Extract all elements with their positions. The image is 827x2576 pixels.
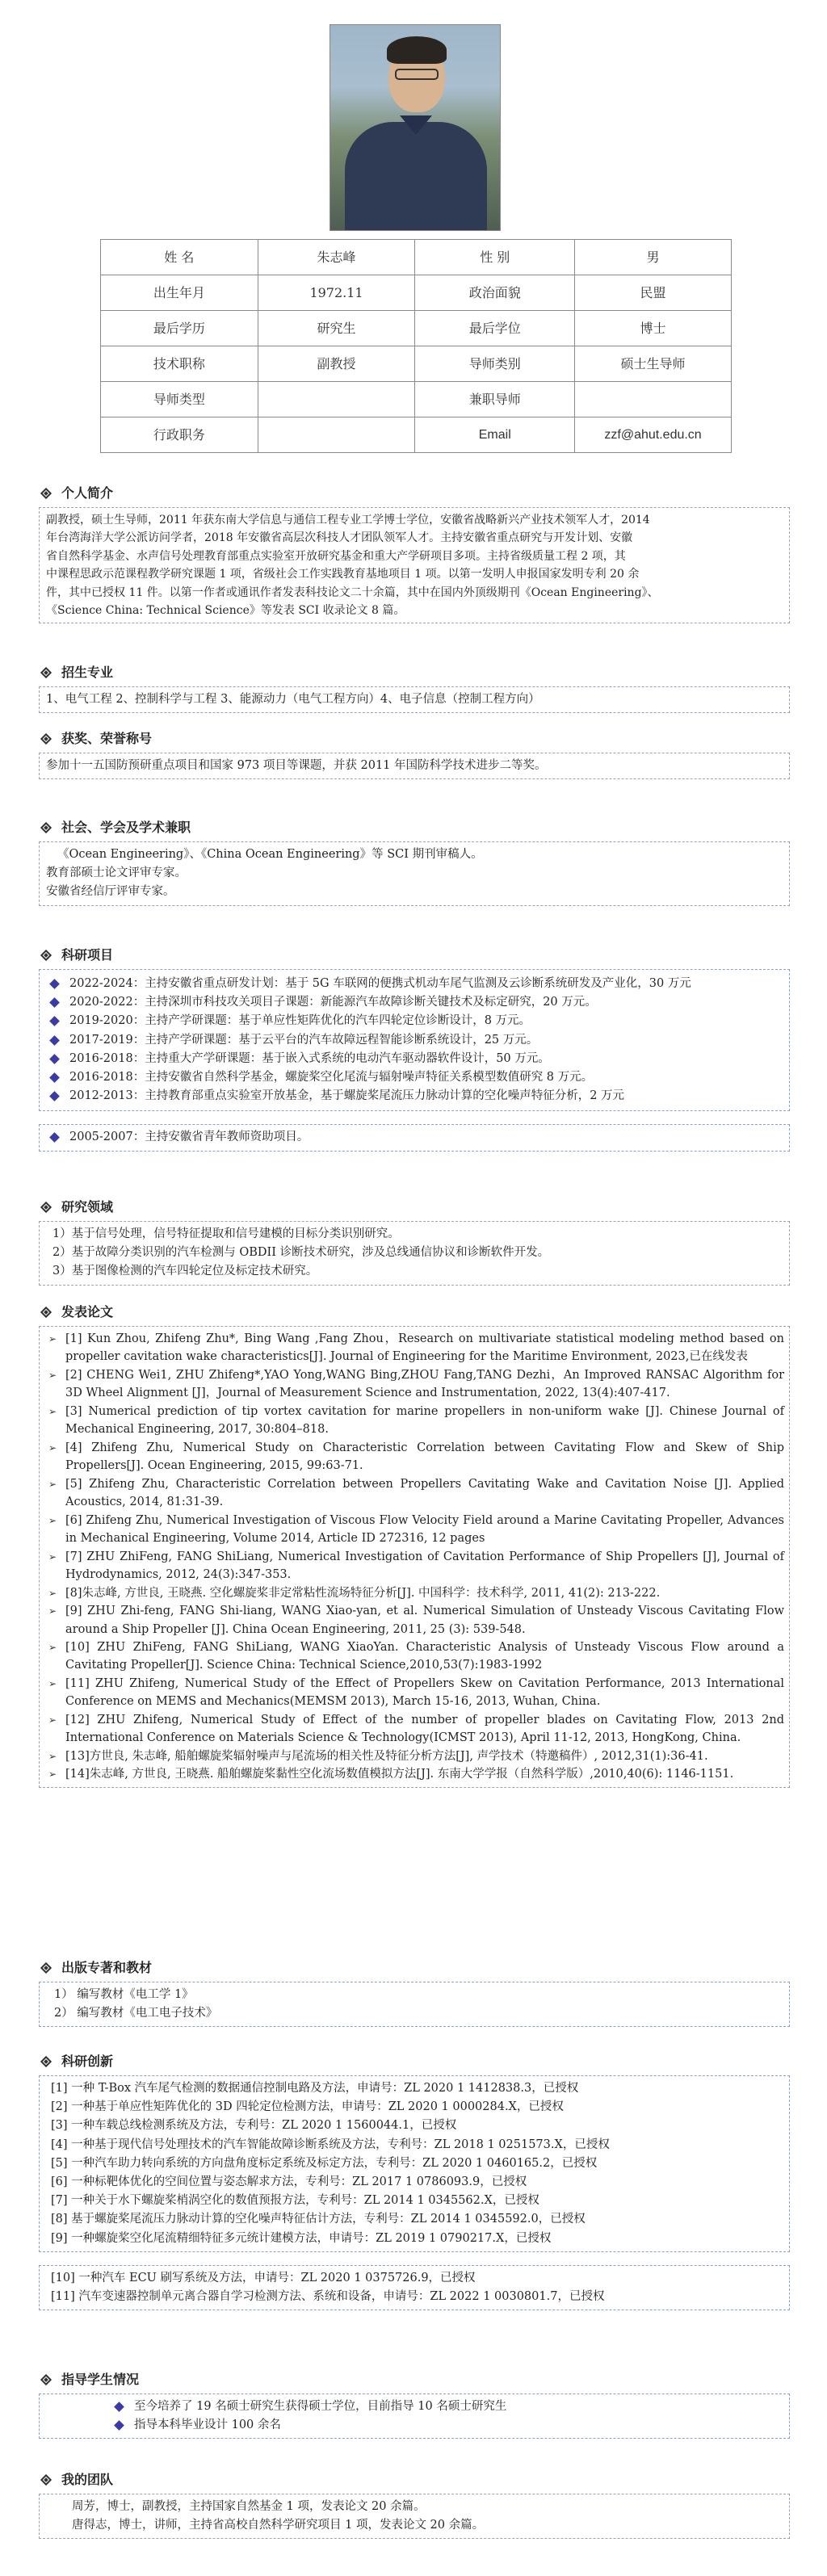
arrow-bullet-icon: ➢ (48, 1714, 57, 1726)
society-line: 安徽省经信厅评审专家。 (46, 885, 175, 899)
diamond-bullet-icon (49, 1091, 60, 1101)
project-item: 2016-2018：主持安徽省自然科学基金，螺旋桨空化尾流与辐射噪声特征关系模型数值研究 8 万元。 (69, 1070, 594, 1084)
profile-value: 民盟 (575, 275, 732, 311)
patent-item: [9] 一种螺旋桨空化尾流精细特征多元统计建模方法，申请号：ZL 2019 1 0790217.X，已授权 (51, 2231, 552, 2245)
profile-label: 兼职导师 (415, 382, 575, 417)
section-awards (39, 730, 790, 779)
patent-item: [8] 基于螺旋桨尾流压力脉动计算的空化噪声特征估计方法，专利号：ZL 2014 1 0345592.0，已授权 (51, 2213, 586, 2226)
profile-row (101, 275, 732, 311)
team-line: 周芳，博士，副教授，主持国家自然基金 1 项，发表论文 20 余篇。 (72, 2500, 426, 2513)
student-row (104, 2398, 789, 2416)
projects-box (39, 969, 790, 1111)
profile-row (101, 240, 732, 275)
section-title: 获奖、荣誉称号 (61, 731, 153, 746)
team-line: 唐得志，博士，讲师，主持省高校自然科学研究项目 1 项，发表论文 20 余篇。 (72, 2519, 485, 2532)
project-row (40, 1012, 789, 1030)
section-title: 指导学生情况 (61, 2372, 140, 2387)
profile-label: 导师类别 (415, 346, 575, 382)
major-text: 1、电气工程 2、控制科学与工程 3、能源动力（电气工程方向）4、电子信息（控制工程方向） (46, 693, 540, 706)
section-students (39, 2371, 790, 2439)
section-title: 我的团队 (61, 2472, 114, 2487)
paper-item: [10] ZHU ZhiFeng, FANG ShiLiang, WANG XiaoYan. Characteristic Analysis of Unsteady Viscous Flow around a Cavitating Propeller[J]. Science China: Technical Science,2010,53(7):1983-1992 (65, 1640, 784, 1672)
arrow-bullet-icon: ➢ (48, 1750, 57, 1762)
patent-item: [7] 一种关于水下螺旋桨梢涡空化的数值预报方法，专利号：ZL 2014 1 0345562.X，已授权 (51, 2194, 539, 2208)
profile-label: 行政职务 (101, 417, 258, 453)
profile-value: 男 (575, 240, 732, 275)
paper-row (40, 1711, 784, 1747)
section-title: 发表论文 (61, 1304, 114, 1319)
paper-row (40, 1638, 784, 1675)
awards-text: 参加十一五国防预研重点项目和国家 973 项目等课题，并获 2011 年国防科学技术进步二等奖。 (46, 759, 547, 772)
profile-value: zzf@ahut.edu.cn (575, 417, 732, 453)
paper-row (40, 1602, 784, 1638)
projects-extra-box (39, 1124, 790, 1151)
project-row (40, 1050, 789, 1068)
arrow-bullet-icon: ➢ (48, 1587, 57, 1599)
paper-item: [5] Zhifeng Zhu, Characteristic Correlation between Propellers Cavitating Wake and Cavitation Noise [J]. Applied Acoustics, 2014, 81:31-39. (65, 1477, 784, 1509)
arrow-bullet-icon: ➢ (48, 1605, 57, 1617)
profile-label: Email (415, 417, 575, 453)
profile-label: 姓 名 (101, 240, 258, 275)
arrow-bullet-icon: ➢ (48, 1514, 57, 1526)
paper-item: [1] Kun Zhou, Zhifeng Zhu*, Bing Wang ,Fang Zhou，Research on multivariate statistical modeling method based on propeller cavitation wake characteristics[J]. Journal of Engineering for the Maritime Environment, 2023,已在线发表 (65, 1332, 784, 1364)
project-item: 2019-2020：主持产学研课题：基于单应性矩阵优化的汽车四轮定位诊断设计，8 万元。 (69, 1014, 531, 1028)
diamond-bullet-icon (49, 1017, 60, 1027)
section-books (39, 1959, 790, 2027)
intro-box (39, 507, 790, 623)
diamond-icon (40, 2474, 52, 2486)
profile-label: 出生年月 (101, 275, 258, 311)
arrow-bullet-icon: ➢ (48, 1641, 57, 1653)
profile-label: 技术职称 (101, 346, 258, 382)
section-title: 个人简介 (61, 485, 114, 501)
profile-value (258, 382, 415, 417)
section-major (39, 664, 790, 713)
paper-item: [3] Numerical prediction of tip vortex cavitation for marine propellers in non-uniform wake [J]. Chinese Journal of Mechanical Engineering, 2017, 30:804–818. (65, 1404, 784, 1437)
paper-item: [7] ZHU ZhiFeng, FANG ShiLiang, Numerical Investigation of Cavitation Performance of Ship Propellers [J], Journal of Hydrodynamics, 2012, 24(3):347-353. (65, 1550, 784, 1582)
paper-row (40, 1584, 784, 1602)
papers-box (39, 1326, 790, 1788)
paper-item: [11] ZHU Zhifeng, Numerical Study of the Effect of Propellers Skew on Cavitation Performance, 2013 International Conference on MEMS and Mechanics(MEMSM 2013), March 15-16, 2013, Wuhan, China. (65, 1676, 784, 1709)
patent-item: [1] 一种 T-Box 汽车尾气检测的数据通信控制电路及方法，申请号：ZL 2020 1 1412838.3，已授权 (51, 2082, 579, 2095)
research-line: 2）基于故障分类识别的汽车检测与 OBDII 诊断技术研究，涉及总线通信协议和诊断软件开发。 (52, 1246, 550, 1260)
profile-value: 研究生 (258, 311, 415, 346)
paper-item: [4] Zhifeng Zhu, Numerical Study on Characteristic Correlation between Cavitating Flow and Skew of Ship Propellers[J]. Ocean Engineering, 2015, 99:63-71. (65, 1441, 784, 1473)
research-box (39, 1221, 790, 1286)
diamond-icon (40, 1202, 52, 1213)
diamond-icon (40, 822, 52, 833)
profile-label: 导师类型 (101, 382, 258, 417)
diamond-icon (40, 1307, 52, 1318)
profile-row (101, 311, 732, 346)
awards-box (39, 753, 790, 779)
section-title: 招生专业 (61, 665, 114, 680)
section-papers (39, 1303, 790, 1788)
diamond-bullet-icon (49, 1035, 60, 1046)
patent-item: [5] 一种汽车助力转向系统的方向盘角度标定系统及标定方法，专利号：ZL 2020 1 0460165.2，已授权 (51, 2156, 598, 2170)
paper-item: [13]方世良, 朱志峰, 船舶螺旋桨辐射噪声与尾流场的相关性及特征分析方法[J], 声学技术（特邀稿件）, 2012,31(1):36-41. (65, 1749, 708, 1763)
profile-value: 朱志峰 (258, 240, 415, 275)
diamond-bullet-icon (49, 979, 60, 989)
profile-row (101, 382, 732, 417)
paper-row (40, 1747, 784, 1765)
project-row (40, 1087, 789, 1105)
paper-item: [6] Zhifeng Zhu, Numerical Investigation of Viscous Flow Velocity Field around a Marine Cavitating Propeller, Advances in Mechanical Engineering, Volume 2014, Article ID 272316, 12 pages (65, 1513, 784, 1546)
diamond-bullet-icon (114, 2402, 124, 2412)
diamond-icon (40, 667, 52, 678)
arrow-bullet-icon: ➢ (48, 1333, 57, 1345)
profile-value: 1972.11 (258, 275, 415, 311)
section-title: 社会、学会及学术兼职 (61, 820, 191, 835)
profile-value (258, 417, 415, 453)
profile-value: 硕士生导师 (575, 346, 732, 382)
arrow-bullet-icon: ➢ (48, 1478, 57, 1490)
profile-label: 最后学历 (101, 311, 258, 346)
project-row (40, 1031, 789, 1050)
project-item: 2022-2024：主持安徽省重点研发计划：基于 5G 车联网的便携式机动车尾气监测及云诊断系统研发及产业化，30 万元 (69, 977, 691, 990)
project-item: 2017-2019：主持产学研课题：基于云平台的汽车故障远程智能诊断系统设计，25 万元。 (69, 1033, 539, 1047)
diamond-icon (40, 1962, 52, 1974)
student-row (104, 2416, 789, 2435)
profile-value: 博士 (575, 311, 732, 346)
diamond-icon (40, 488, 52, 499)
patent-item: [10] 一种汽车 ECU 刷写系统及方法，申请号：ZL 2020 1 0375726.9，已授权 (51, 2271, 476, 2284)
project-row (40, 1068, 789, 1087)
paper-row (40, 1675, 784, 1711)
intro-line: 《Science China: Technical Science》等发表 SCI 收录论文 8 篇。 (46, 603, 405, 617)
paper-item: [2] CHENG Wei1, ZHU Zhifeng*,YAO Yong,WANG Bing,ZHOU Fang,TANG Dezhi，An Improved RANSAC Algorithm for 3D Wheel Alignment [J]，Journal of Measurement Science and Instrumentation, 2022, 13(4):407-417. (65, 1368, 784, 1400)
paper-row (40, 1548, 784, 1584)
profile-value (575, 382, 732, 417)
diamond-icon (40, 733, 52, 745)
project-row (40, 993, 789, 1012)
research-line: 1）基于信号处理，信号特征提取和信号建模的目标分类识别研究。 (52, 1227, 400, 1240)
paper-item: [8]朱志峰, 方世良, 王晓燕. 空化螺旋桨非定常粘性流场特征分析[J]. 中国科学：技术科学, 2011, 41(2): 213-222. (65, 1586, 661, 1600)
arrow-bullet-icon: ➢ (48, 1369, 57, 1381)
paper-item: [14]朱志峰, 方世良, 王晓燕. 船舶螺旋桨黏性空化流场数值模拟方法[J]. 东南大学学报（自然科学版）,2010,40(6): 1146-1151. (65, 1768, 734, 1781)
research-line: 3）基于图像检测的汽车四轮定位及标定技术研究。 (52, 1265, 318, 1278)
project-item: 2020-2022：主持深圳市科技攻关项目子课题：新能源汽车故障诊断关键技术及标定研究，20 万元。 (69, 996, 597, 1009)
book-line: 2） 编写教材《电工电子技术》 (54, 2007, 218, 2020)
paper-row (40, 1330, 784, 1366)
patent-item: [2] 一种基于单应性矩阵优化的 3D 四轮定位检测方法，申请号：ZL 2020 1 0000284.X，已授权 (51, 2100, 564, 2114)
arrow-bullet-icon: ➢ (48, 1768, 57, 1781)
paper-item: [12] ZHU Zhifeng, Numerical Study of Effect of the number of propeller blades on Cavitating Flow, 2013 2nd International Conference on Materials Science & Technology(ICMST 2013), April 11-12, 2013, HongKong, China. (65, 1713, 784, 1745)
paper-row (40, 1366, 784, 1403)
intro-line: 年台湾海洋大学公派访问学者，2018 年安徽省高层次科技人才团队领军人才。主持安徽省重点研究与开发计划、安徽 (46, 531, 633, 545)
profile-row (101, 346, 732, 382)
profile-table (100, 239, 732, 453)
project-item: 2016-2018：主持重大产学研课题：基于嵌入式系统的电动汽车驱动器软件设计，50 万元。 (69, 1051, 550, 1065)
society-line: 教育部硕士论文评审专家。 (46, 866, 187, 880)
diamond-bullet-icon (49, 1133, 60, 1143)
profile-photo (330, 24, 501, 231)
innovation-box (39, 2075, 790, 2252)
intro-line: 省自然科学基金、水声信号处理教育部重点实验室开放研究基金和重大产学研项目多项。主持省级质量工程 2 项，其 (46, 549, 626, 563)
innovation-extra-box (39, 2265, 790, 2310)
patent-item: [4] 一种基于现代信号处理技术的汽车智能故障诊断系统及方法，专利号：ZL 2018 1 0251573.X，已授权 (51, 2138, 610, 2151)
intro-line: 中课程思政示范课程教学研究课题 1 项，省级社会工作实践教育基地项目 1 项。以第一发明人申报国家发明专利 20 余 (46, 568, 640, 581)
intro-line: 副教授，硕士生导师，2011 年获东南大学信息与通信工程专业工学博士学位，安徽省战略新兴产业技术领军人才，2014 (46, 514, 650, 527)
students-box (39, 2393, 790, 2439)
arrow-bullet-icon: ➢ (48, 1550, 57, 1563)
paper-row (40, 1512, 784, 1548)
paper-row (40, 1403, 784, 1439)
project-item: 2005-2007：主持安徽省青年教师资助项目。 (69, 1131, 309, 1144)
diamond-bullet-icon (49, 1072, 60, 1083)
diamond-icon (40, 2056, 52, 2067)
book-line: 1） 编写教材《电工学 1》 (54, 1988, 194, 2001)
major-box (39, 686, 790, 713)
paper-item: [9] ZHU Zhi-feng, FANG Shi-liang, WANG Xiao-yan, et al. Numerical Simulation of Unsteady Viscous Cavitating Flow around a Ship Propeller [J]. China Ocean Engineering, 2011, 25 (3): 539-548. (65, 1605, 784, 1636)
section-projects (39, 946, 790, 1152)
arrow-bullet-icon: ➢ (48, 1405, 57, 1417)
section-team (39, 2471, 790, 2539)
diamond-icon (40, 950, 52, 961)
society-box (39, 841, 790, 906)
society-line: 《Ocean Engineering》、《China Ocean Engineering》等 SCI 期刊审稿人。 (57, 848, 483, 861)
section-title: 研究领域 (61, 1199, 114, 1215)
section-title: 出版专著和教材 (61, 1960, 153, 1975)
section-title: 科研项目 (61, 947, 114, 963)
patent-item: [11] 汽车变速器控制单元离合器自学习检测方法、系统和设备，申请号：ZL 2022 1 0030801.7，已授权 (51, 2289, 605, 2303)
project-row (40, 975, 789, 993)
patent-item: [3] 一种车载总线检测系统及方法，专利号：ZL 2020 1 1560044.1，已授权 (51, 2119, 457, 2133)
project-item: 2012-2013：主持教育部重点实验室开放基金，基于螺旋桨尾流压力脉动计算的空化噪声特征分析，2 万元 (69, 1089, 625, 1103)
section-society (39, 819, 790, 906)
student-item: 至今培养了 19 名硕士研究生获得硕士学位，目前指导 10 名硕士研究生 (134, 2400, 507, 2413)
section-innovation (39, 2053, 790, 2310)
paper-row (40, 1765, 784, 1783)
profile-label: 最后学位 (415, 311, 575, 346)
books-box (39, 1982, 790, 2027)
paper-row (40, 1439, 784, 1475)
section-research (39, 1198, 790, 1286)
section-intro (39, 485, 790, 623)
arrow-bullet-icon: ➢ (48, 1677, 57, 1689)
profile-value: 副教授 (258, 346, 415, 382)
paper-row (40, 1475, 784, 1512)
arrow-bullet-icon: ➢ (48, 1441, 57, 1454)
team-box (39, 2494, 790, 2539)
profile-label: 性 别 (415, 240, 575, 275)
intro-line: 件，其中已授权 11 件。以第一作者或通讯作者发表科技论文二十余篇，其中在国内外顶级期刊《Ocean Engineering》、 (46, 585, 659, 599)
diamond-bullet-icon (49, 997, 60, 1008)
diamond-bullet-icon (49, 1054, 60, 1064)
section-title: 科研创新 (61, 2054, 114, 2069)
patent-item: [6] 一种标靶体优化的空间位置与姿态解求方法，专利号：ZL 2017 1 0786093.9，已授权 (51, 2175, 527, 2188)
profile-label: 政治面貌 (415, 275, 575, 311)
diamond-icon (40, 2374, 52, 2385)
student-item: 指导本科毕业设计 100 余名 (134, 2419, 281, 2432)
diamond-bullet-icon (114, 2420, 124, 2431)
profile-row (101, 417, 732, 453)
